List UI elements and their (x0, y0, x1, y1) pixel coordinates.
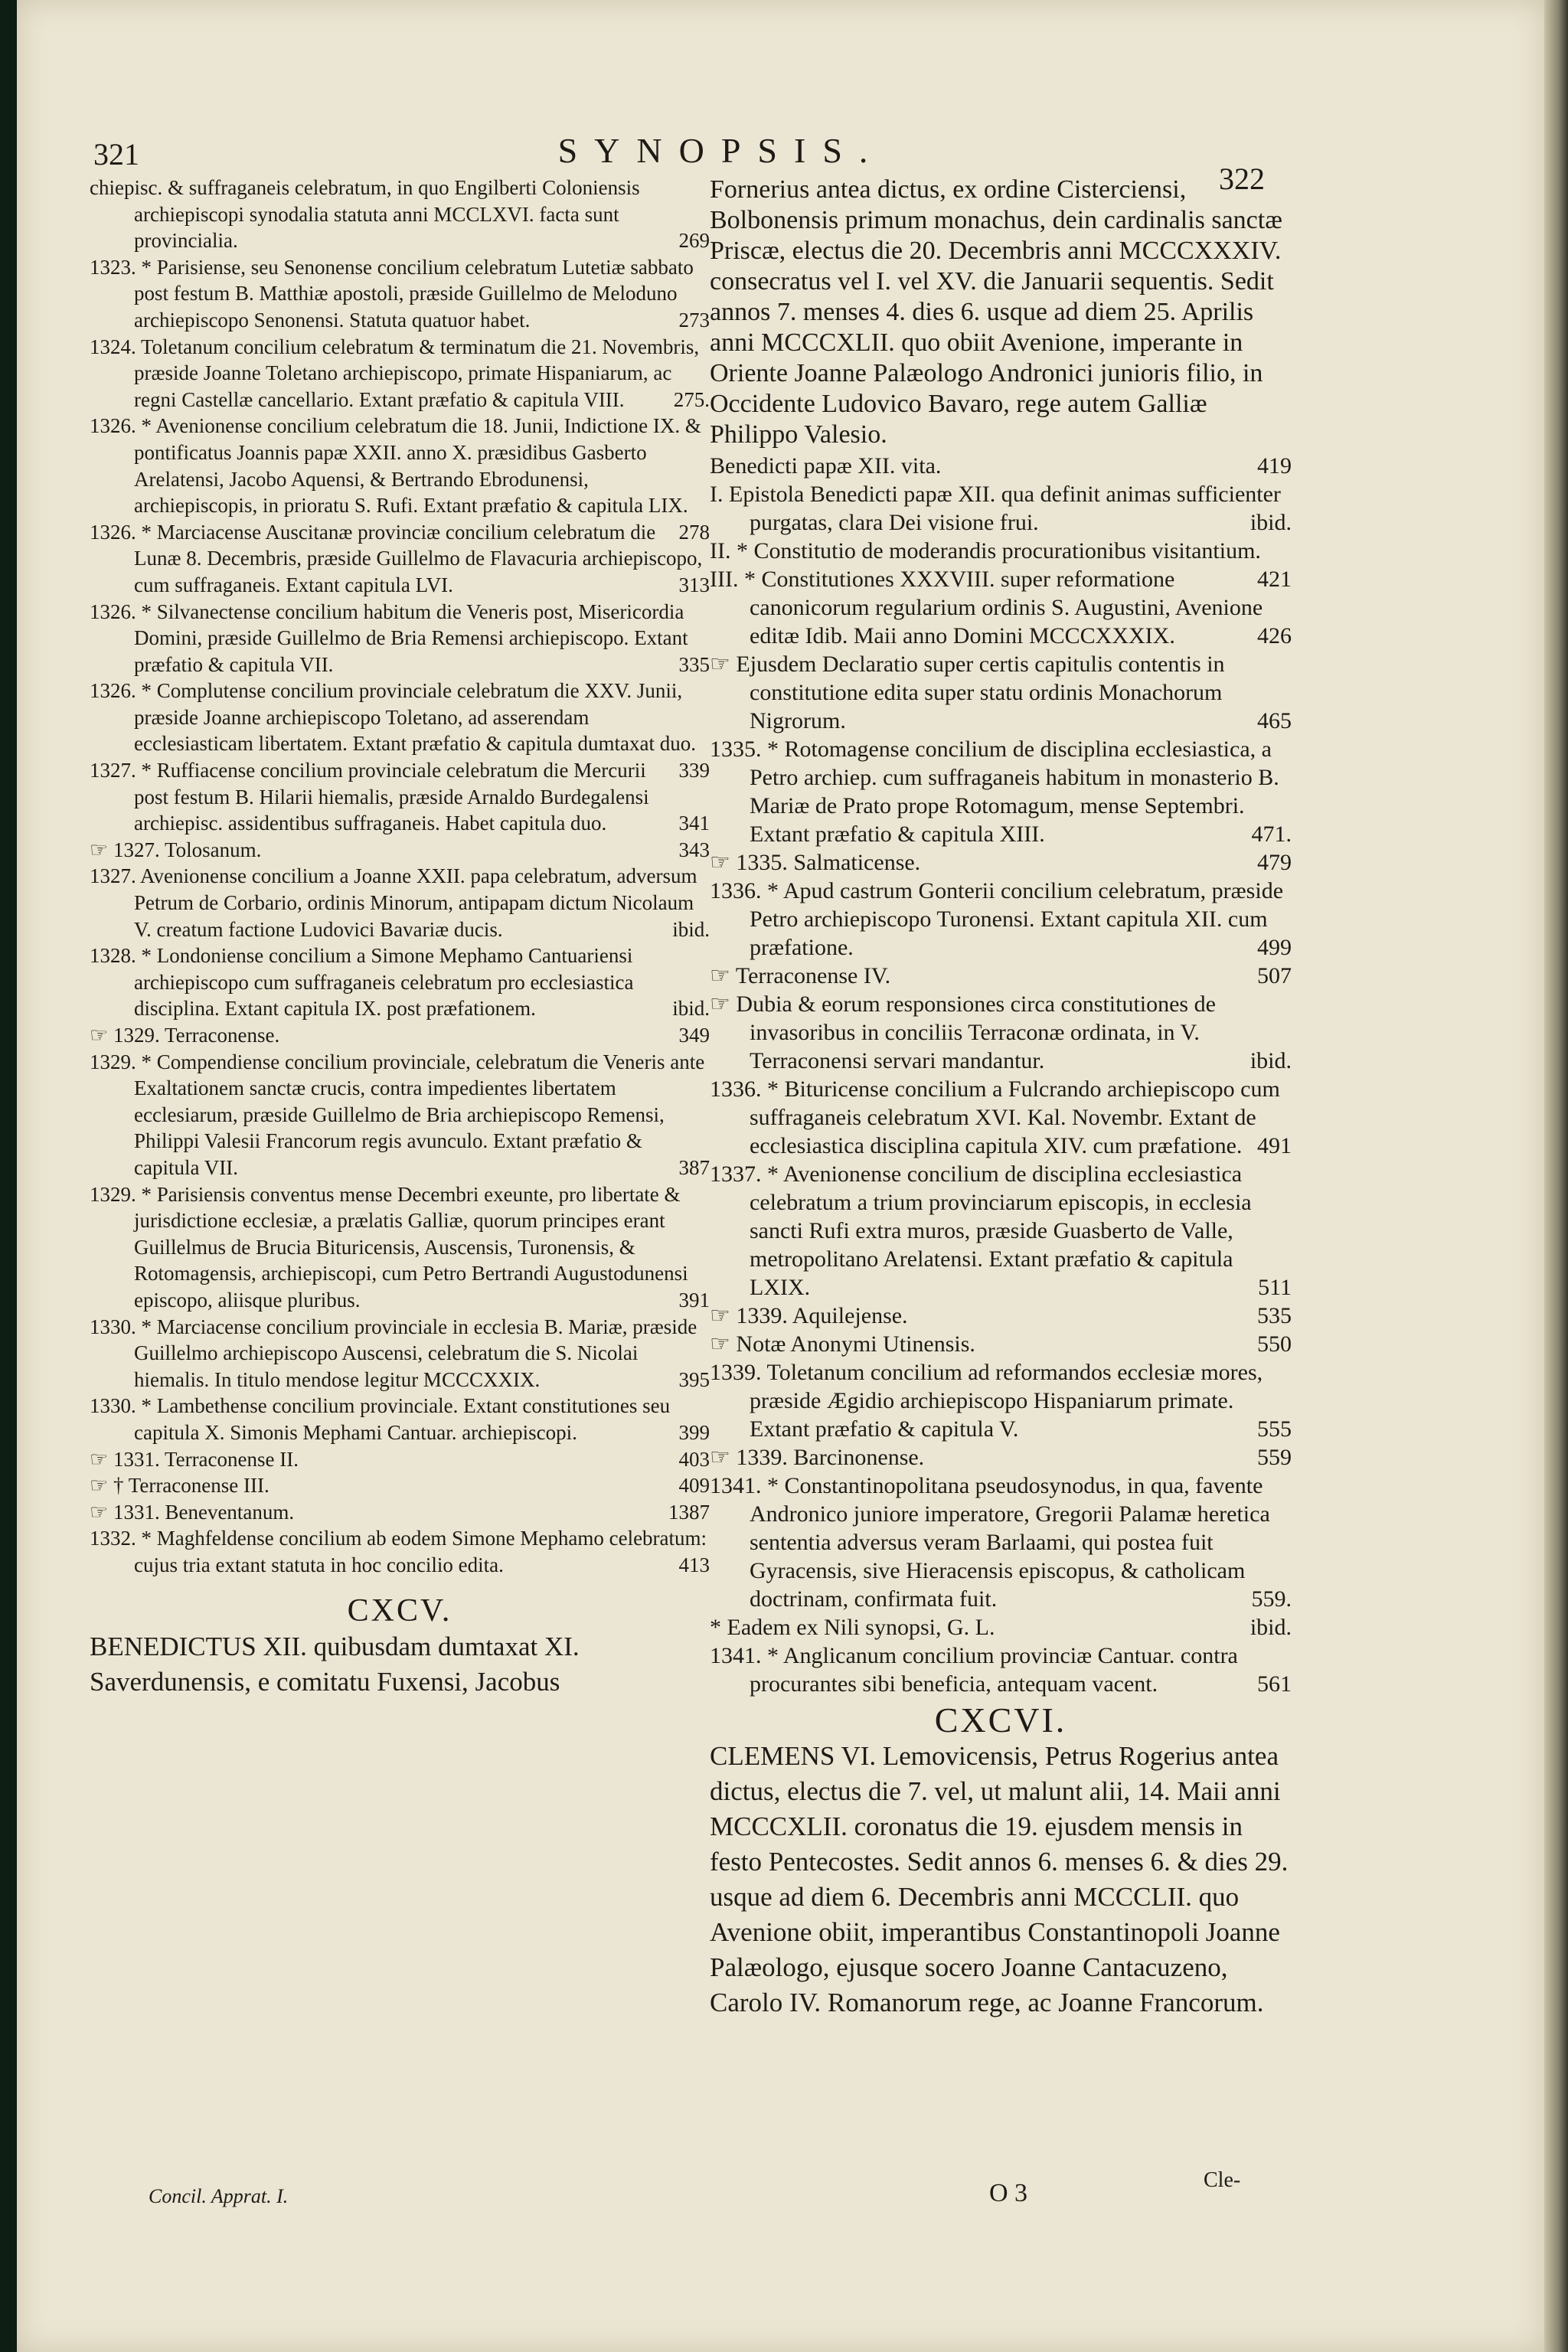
entry-year: ☞ (710, 1331, 730, 1357)
entry-year: 1336. (710, 1076, 762, 1102)
entry-year: ☞ 1329. (90, 1024, 160, 1047)
entry-page-ref: 426 (1257, 623, 1292, 648)
right-column (710, 175, 1292, 2020)
entry-page-ref: ibid. (1250, 1048, 1292, 1073)
entry-text: Aquilejense. (792, 1303, 908, 1328)
index-entry (710, 1075, 1292, 1160)
entry-page-ref: 491 (1257, 1133, 1292, 1158)
index-entry (710, 990, 1292, 1075)
entry-page-ref: 273 (678, 308, 710, 332)
entry-year: ☞ (710, 963, 730, 988)
entry-text: Ejusdem Declaratio super certis capitulis contentis in constitutione edita super statu ordinis Monachorum Nigrorum. (736, 652, 1225, 733)
entry-text: * Marciacense Auscitanæ provinciæ concilium celebratum die Lunæ 8. Decembris, præside Guillelmo de Flavacuria archiepiscopo, cum suffraganeis. Extant capitula LVI. (134, 520, 703, 596)
entry-page-ref: 269 (678, 229, 710, 253)
entry-year: 1326. (90, 679, 136, 703)
index-entry (90, 1525, 710, 1578)
entry-text: Tolosanum. (164, 838, 262, 861)
index-entry (710, 1443, 1292, 1472)
entry-text: Toletanum concilium ad reformandos ecclesiæ mores, præside Ægidio archiepiscopo Hispaniarum primate. Extant præfatio & capitula V. (750, 1360, 1263, 1442)
entry-text: Barcinonense. (793, 1445, 925, 1470)
index-entry (710, 1330, 1292, 1358)
entry-text: * Silvanectense concilium habitum die Veneris post, Misericordia Domini, præside Guillelmo de Bria Remensi archiepiscopo. Extant præfatio & capitula VII. (134, 599, 688, 676)
entry-page-ref: 499 (1257, 935, 1292, 960)
book-page (17, 0, 1544, 2352)
entry-page-ref: ibid. (1250, 1615, 1292, 1640)
entry-text: Avenionense concilium a Joanne XXII. papa celebratum, adversum Petrum de Corbario, ordinis Minorum, antipapam dictum Nicolaum V. creatum factione Ludovici Bavariæ ducis. (134, 864, 697, 941)
index-entry (90, 1446, 710, 1473)
pope-entry-clemens: CLEMENS VI. Lemovicensis, Petrus Rogerius antea dictus, electus die 7. vel, ut malunt alii, 14. Maii anni MCCCXLII. coronatus die 19. ejusdem mensis in festo Pentecostes. Sedit annos 6. menses 6. & dies 29. usque ad diem 6. Decembris anni MCCCLII. quo Avenione obiit, imperantibus Constantinopoli Joanne Palæologo, ejusque socero Joanne Cantacuzeno, Carolo IV. Romanorum rege, ac Joanne Francorum. (710, 1741, 1289, 2017)
entry-page-ref: 343 (678, 838, 710, 861)
signature-mark: O 3 (989, 2179, 1028, 2207)
continued-pope-entry: Fornerius antea dictus, ex ordine Cisterciensi, Bolbonensis primum monachus, dein cardinalis sanctæ Priscæ, electus die 20. Decembris anni MCCCXXXIV. consecratus vel I. vel XV. die Januarii sequentis. Sedit annos 7. menses 4. dies 6. usque ad diem 25. Aprilis anni MCCCXLII. quo obiit Avenione, imperante in Oriente Joanne Palæologo Andronici junioris filio, in Occidente Ludovico Bavaro, rege autem Galliæ Philippo Valesio. (710, 175, 1282, 449)
index-entry (710, 650, 1292, 735)
entry-text: Terraconense IV. (735, 963, 891, 988)
entry-page-ref: 387 (678, 1155, 710, 1179)
index-entry (90, 1393, 710, 1446)
index-entry (710, 877, 1292, 962)
index-entry (90, 1314, 710, 1393)
entry-year: 1329. (90, 1182, 136, 1206)
entry-text: Notæ Anonymi Utinensis. (736, 1331, 975, 1357)
entry-text: * Lambethense concilium provinciale. Extant constitutiones seu capitula X. Simonis Mephami Cantuar. archiepiscopi. (134, 1394, 671, 1444)
entry-text: * Parisiense, seu Senonense concilium celebratum Lutetiæ sabbato post festum B. Matthiæ apostoli, præside Guillelmo de Meloduno archiepiscopo Senonensi. Statuta quatuor habet. (134, 255, 694, 332)
entry-year: 1326. (90, 414, 136, 438)
entry-text: Benedicti papæ XII. vita. (710, 453, 942, 479)
entry-year: ☞ 1339. (710, 1445, 788, 1470)
entry-year: 1327. (90, 864, 136, 888)
entry-text: * Avenionense concilium de disciplina ecclesiastica celebratum a trium provinciarum episcopis, in ecclesia sancti Rufi extra muros, præside Guasberto de Valle, metropolitano Arelatensi. Extant præfatio & capitula LXIX. (750, 1161, 1252, 1300)
entry-page-ref: 275. (673, 387, 710, 411)
index-entry (90, 1049, 710, 1181)
entry-year: 1326. (90, 520, 136, 544)
entry-page-ref: 559. (1251, 1586, 1292, 1612)
entry-year: III. (710, 567, 739, 592)
entry-year: 1328. (90, 944, 136, 968)
page-number-right: 322 (1219, 162, 1265, 196)
entry-year: I. (710, 482, 724, 507)
index-entry (90, 1181, 710, 1314)
index-entry (710, 1472, 1292, 1613)
entry-page-ref: 550 (1257, 1331, 1292, 1357)
entry-text: * Parisiensis conventus mense Decembri exeunte, pro libertate & jurisdictione ecclesiæ, a prælatis Galliæ, quorum principes erant Guillelmus de Brucia Bituricensis, Auscensis, Turonensis, & Rotomagensis, archiepiscopi, cum Petro Bertrandi Augustodunensi episcopo, aliisque pluribus. (134, 1182, 688, 1312)
entry-year: 1337. (710, 1161, 762, 1187)
entry-text: * Avenionense concilium celebratum die 18. Junii, Indictione IX. & pontificatus Joannis papæ XXII. anno X. præsidibus Gasberto Arelatensi, Jacobo Aquensi, & Bertrando Ebrodunensi, archiepiscopis, in prioratu S. Rufi. Extant præfatio & capitula LIX. (134, 414, 701, 518)
entry-year: ☞ 1327. (90, 838, 160, 861)
index-entry (90, 1472, 710, 1499)
entry-page-ref: 559 (1257, 1445, 1292, 1470)
entry-page-ref: ibid. (672, 917, 710, 941)
entry-year: 1327. (90, 759, 136, 782)
entry-page-ref: 507 (1257, 963, 1292, 988)
entry-page-ref: 421 (1257, 567, 1292, 592)
entry-page-ref: 479 (1257, 850, 1292, 875)
index-entry (710, 962, 1292, 990)
index-entry (710, 848, 1292, 877)
entry-text: * Londoniense concilium a Simone Mephamo Cantuariensi archiepiscopo cum suffraganeis celebratum pro ecclesiastica disciplina. Extant capitula IX. post præfationem. (134, 944, 634, 1021)
index-entry (710, 1358, 1292, 1443)
index-entry (90, 175, 710, 254)
entry-text: Terraconense. (164, 1024, 280, 1047)
entry-year: 1330. (90, 1394, 136, 1418)
entry-page-ref: ibid. (672, 997, 710, 1021)
entry-page-ref: 278 (678, 520, 710, 544)
index-entry (710, 565, 1292, 650)
book-binding-edge (1544, 0, 1568, 2352)
entry-page-ref: 419 (1257, 453, 1292, 479)
entry-page-ref: 535 (1257, 1303, 1292, 1328)
index-entry (710, 1160, 1292, 1302)
entry-year: ☞ (710, 652, 730, 677)
pope-entry-benedictus: BENEDICTUS XII. quibusdam dumtaxat XI. Saverdunensis, e comitatu Fuxensi, Jacobus (90, 1632, 580, 1697)
entry-year: ☞ 1339. (710, 1303, 788, 1328)
index-entry (710, 735, 1292, 848)
entry-text: * Anglicanum concilium provinciæ Cantuar. contra procurantes sibi beneficia, antequam vacent. (750, 1643, 1238, 1697)
entry-text: * Marciacense concilium provinciale in ecclesia B. Mariæ, præside Guillelmo archiepiscopo Auscensi, celebratum die S. Nicolai hiemalis. In titulo mendose legitur MCCCXXIX. (134, 1315, 697, 1391)
entry-page-ref: 341 (678, 812, 710, 835)
entry-year: 1323. (90, 255, 136, 279)
entry-page-ref: 339 (678, 759, 710, 782)
index-entry (90, 599, 710, 678)
left-column (90, 175, 710, 1700)
index-entry (90, 942, 710, 1022)
page-number-left: 321 (93, 137, 139, 172)
entry-year: 1324. (90, 335, 136, 358)
index-entry (710, 1642, 1292, 1698)
entry-year: ☞ (710, 991, 730, 1017)
index-entry (710, 452, 1292, 480)
entry-page-ref: 413 (678, 1553, 710, 1576)
page-footer (17, 2168, 1544, 2216)
entry-page-ref: 409 (678, 1474, 710, 1498)
entry-text: Toletanum concilium celebratum & terminatum die 21. Novembris, præside Joanne Toletano archiepiscopo, primate Hispaniarum, ac regni Castellæ cancellario. Extant præfatio & capitula VIII. (134, 335, 700, 411)
entry-text: chiepisc. & suffraganeis celebratum, in quo Engilberti Coloniensis archiepiscopi synodalia statuta anni MCCLXVI. facta sunt provincialia. (90, 176, 640, 253)
entry-text: Terraconense II. (164, 1447, 299, 1471)
entry-year: 1330. (90, 1315, 136, 1338)
entry-page-ref: 335 (678, 652, 710, 676)
entry-page-ref: 313 (678, 573, 710, 596)
entry-page-ref: 391 (678, 1288, 710, 1312)
index-entry (90, 254, 710, 334)
entry-year: ☞ 1331. (90, 1500, 160, 1524)
entry-page-ref: 511 (1258, 1275, 1292, 1300)
entry-year: II. (710, 538, 731, 564)
entry-text: * Maghfeldense concilium ab eodem Simone Mephamo celebratum: cujus tria extant statuta in hoc concilio edita. (134, 1527, 707, 1576)
signature-line: Concil. Apprat. I. (149, 2185, 289, 2207)
entry-page-ref: 399 (678, 1420, 710, 1444)
entry-year: ☞ 1335. (710, 850, 788, 875)
entry-text: Beneventanum. (165, 1500, 295, 1524)
running-title: SYNOPSIS. (557, 131, 885, 170)
right-entry-list (710, 452, 1292, 1698)
section-title-cxcvi: CXCVI. (934, 1700, 1067, 1740)
entry-text: * Apud castrum Gonterii concilium celebratum, præside Petro archiepiscopo Turonensi. Extant capitula XII. cum præfatione. (750, 878, 1284, 960)
entry-page-ref: 561 (1257, 1671, 1292, 1697)
entry-text: * Constantinopolitana pseudosynodus, in qua, favente Andronico juniore imperatore, Gregorii Palamæ heretica sententia adversus veram Barlaami, qui postea fuit Gyracensis, sive Hieracensis episcopus, & catholicam doctrinam, confirmata fuit. (750, 1473, 1270, 1612)
entry-page-ref: 349 (678, 1024, 710, 1047)
entry-year: 1336. (710, 878, 762, 903)
entry-text: * Eadem ex Nili synopsi, G. L. (710, 1615, 995, 1640)
entry-text: Salmaticense. (793, 850, 921, 875)
entry-text: * Constitutiones XXXVIII. super reformatione canonicorum regularium ordinis S. Augustini, Avenione editæ Idib. Maii anno Domini MCCCXXXIX. (743, 567, 1263, 648)
entry-page-ref: 465 (1257, 708, 1292, 733)
entry-text: * Complutense concilium provinciale celebratum die XXV. Junii, præside Joanne archiepiscopo Toletano, ad asserendam ecclesiasticam libertatem. Extant præfatio & capitula dumtaxat duo. (134, 679, 696, 756)
entry-page-ref: 555 (1257, 1416, 1292, 1442)
index-entry (90, 863, 710, 942)
index-entry (90, 1022, 710, 1049)
entry-page-ref: 1387 (668, 1500, 710, 1524)
entry-page-ref: 395 (678, 1367, 710, 1391)
entry-page-ref: ibid. (1250, 510, 1292, 535)
entry-text: * Rotomagense concilium de disciplina ecclesiastica, a Petro archiep. cum suffraganeis habitum in monasterio B. Mariæ de Prato prope Rotomagum, mense Septembri. Extant præfatio & capitula XIII. (750, 737, 1279, 847)
left-entry-list (90, 175, 710, 1578)
index-entry (710, 1302, 1292, 1330)
entry-page-ref: 471. (1251, 822, 1292, 847)
index-entry (710, 1613, 1292, 1642)
index-entry (710, 480, 1292, 537)
index-entry (90, 1499, 710, 1526)
entry-text: Epistola Benedicti papæ XII. qua definit animas sufficienter purgatas, clara Dei visione frui. (729, 482, 1281, 535)
entry-year: ☞ † (90, 1474, 124, 1498)
entry-text: * Compendiense concilium provinciale, celebratum die Veneris ante Exaltationem sanctæ crucis, contra impedientes libertatem ecclesiarum, præside Guillelmo de Bria archiepiscopo Remensi, Philippi Valesii Francorum regis avunculo. Extant præfatio & capitula VII. (134, 1050, 705, 1179)
entry-text: * Ruffiacense concilium provinciale celebratum die Mercurii post festum B. Hilarii hiemalis, præside Arnaldo Burdegalensi archiepisc. assidentibus suffraganeis. Habet capitula duo. (134, 759, 649, 835)
entry-page-ref: 403 (678, 1447, 710, 1471)
catchword: Cle- (1204, 2168, 1241, 2192)
entry-text: * Constitutio de moderandis procurationibus visitantium. (736, 538, 1261, 564)
entry-year: 1339. (710, 1360, 762, 1385)
entry-year: 1341. (710, 1473, 762, 1498)
index-entry (90, 519, 710, 599)
entry-year: ☞ 1331. (90, 1447, 160, 1471)
index-entry (90, 837, 710, 864)
index-entry (90, 413, 710, 544)
entry-year: 1329. (90, 1050, 136, 1073)
entry-year: 1326. (90, 599, 136, 623)
entry-text: Terraconense III. (128, 1474, 270, 1498)
entry-text: * Bituricense concilium a Fulcrando archiepiscopo cum suffraganeis celebratum XVI. Kal. Novembr. Extant de ecclesiastica disciplina capitula XIV. cum præfatione. (750, 1076, 1280, 1158)
index-entry (90, 757, 710, 837)
index-entry (90, 334, 710, 413)
entry-year: 1332. (90, 1527, 136, 1550)
entry-year: 1341. (710, 1643, 762, 1668)
running-header (17, 130, 1544, 196)
entry-year: 1335. (710, 737, 762, 762)
entry-text: Dubia & eorum responsiones circa constitutiones de invasoribus in conciliis Terraconæ ordinata, in V. Terraconensi servari mandantur. (736, 991, 1216, 1073)
section-title-cxcv: CXCV. (347, 1593, 452, 1629)
